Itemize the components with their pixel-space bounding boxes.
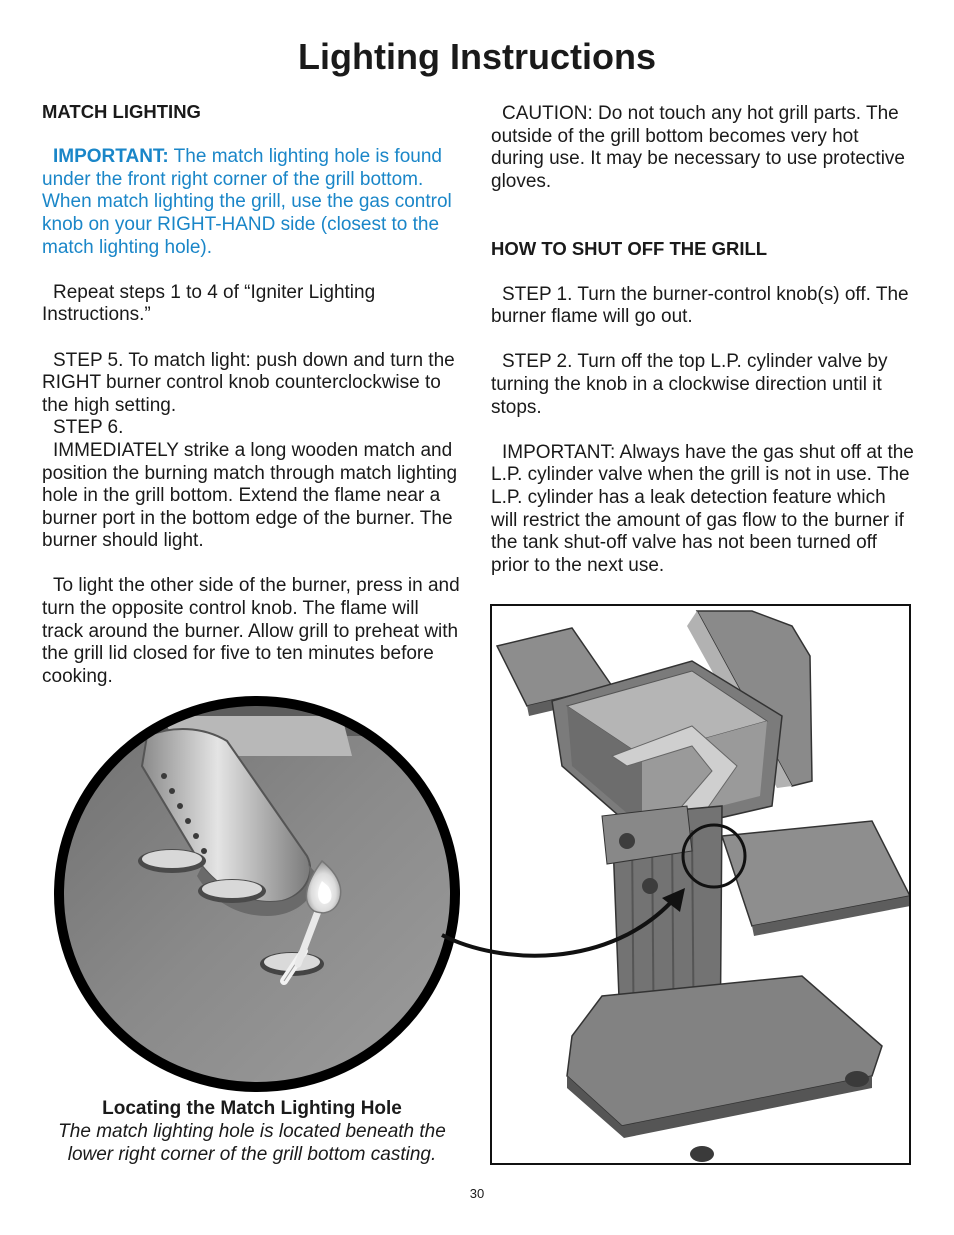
other-side-text: To light the other side of the burner, press in and turn the opposite control knob. The flame will track around the burner. Allow grill to preheat with the grill lid closed for five to ten minutes before cooking. <box>42 575 460 687</box>
shut-off-heading: HOW TO SHUT OFF THE GRILL <box>491 238 768 260</box>
figure-caption <box>42 1097 462 1166</box>
caption-title: Locating the Match Lighting Hole <box>102 1098 402 1119</box>
step5-text: STEP 5. To match light: push down and turn the RIGHT burner control knob counterclockwise to the high setting. <box>42 349 455 416</box>
match-lighting-heading: MATCH LIGHTING <box>42 101 201 122</box>
shutoff-step2-text: STEP 2. Turn off the top L.P. cylinder valve by turning the knob in a clockwise direction until it stops. <box>491 351 888 418</box>
left-column <box>42 101 462 688</box>
match-hole-detail-illustration <box>52 696 462 1096</box>
shutoff-important-text: IMPORTANT: Always have the gas shut off at the L.P. cylinder valve when the grill is not in use. The L.P. cylinder has a leak detection feature which will restrict the amount of gas flow to the burner if the tank shut-off valve has not been turned off prior to the next use. <box>491 441 914 576</box>
step6-text: IMMEDIATELY strike a long wooden match and position the burning match through match lighting hole in the grill bottom. Extend the flame near a burner port in the bottom edge of the burner. The burner should light. <box>42 439 458 552</box>
right-column <box>491 103 916 577</box>
repeat-steps-text: Repeat steps 1 to 4 of “Igniter Lighting Instructions.” <box>42 281 376 326</box>
shutoff-step1-text: STEP 1. Turn the burner-control knob(s) off. The burner flame will go out. <box>491 283 909 328</box>
caption-text: The match lighting hole is located beneath the lower right corner of the grill bottom casting. <box>58 1121 446 1165</box>
step6-label: STEP 6. <box>53 417 124 439</box>
caution-text: CAUTION: Do not touch any hot grill parts. The outside of the grill bottom becomes very hot during use. It may be necessary to use protective gloves. <box>491 103 905 192</box>
important-note <box>42 146 462 259</box>
pointer-arrow <box>440 880 700 970</box>
page-title: Lighting Instructions <box>298 36 656 77</box>
important-label: IMPORTANT: <box>53 146 169 168</box>
page-number: 30 <box>469 1186 485 1201</box>
important-text: The match lighting hole is found under the front right corner of the grill bottom. When match lighting the grill, use the gas control knob on your RIGHT-HAND side (closest to the match lighting hole). <box>42 146 452 258</box>
